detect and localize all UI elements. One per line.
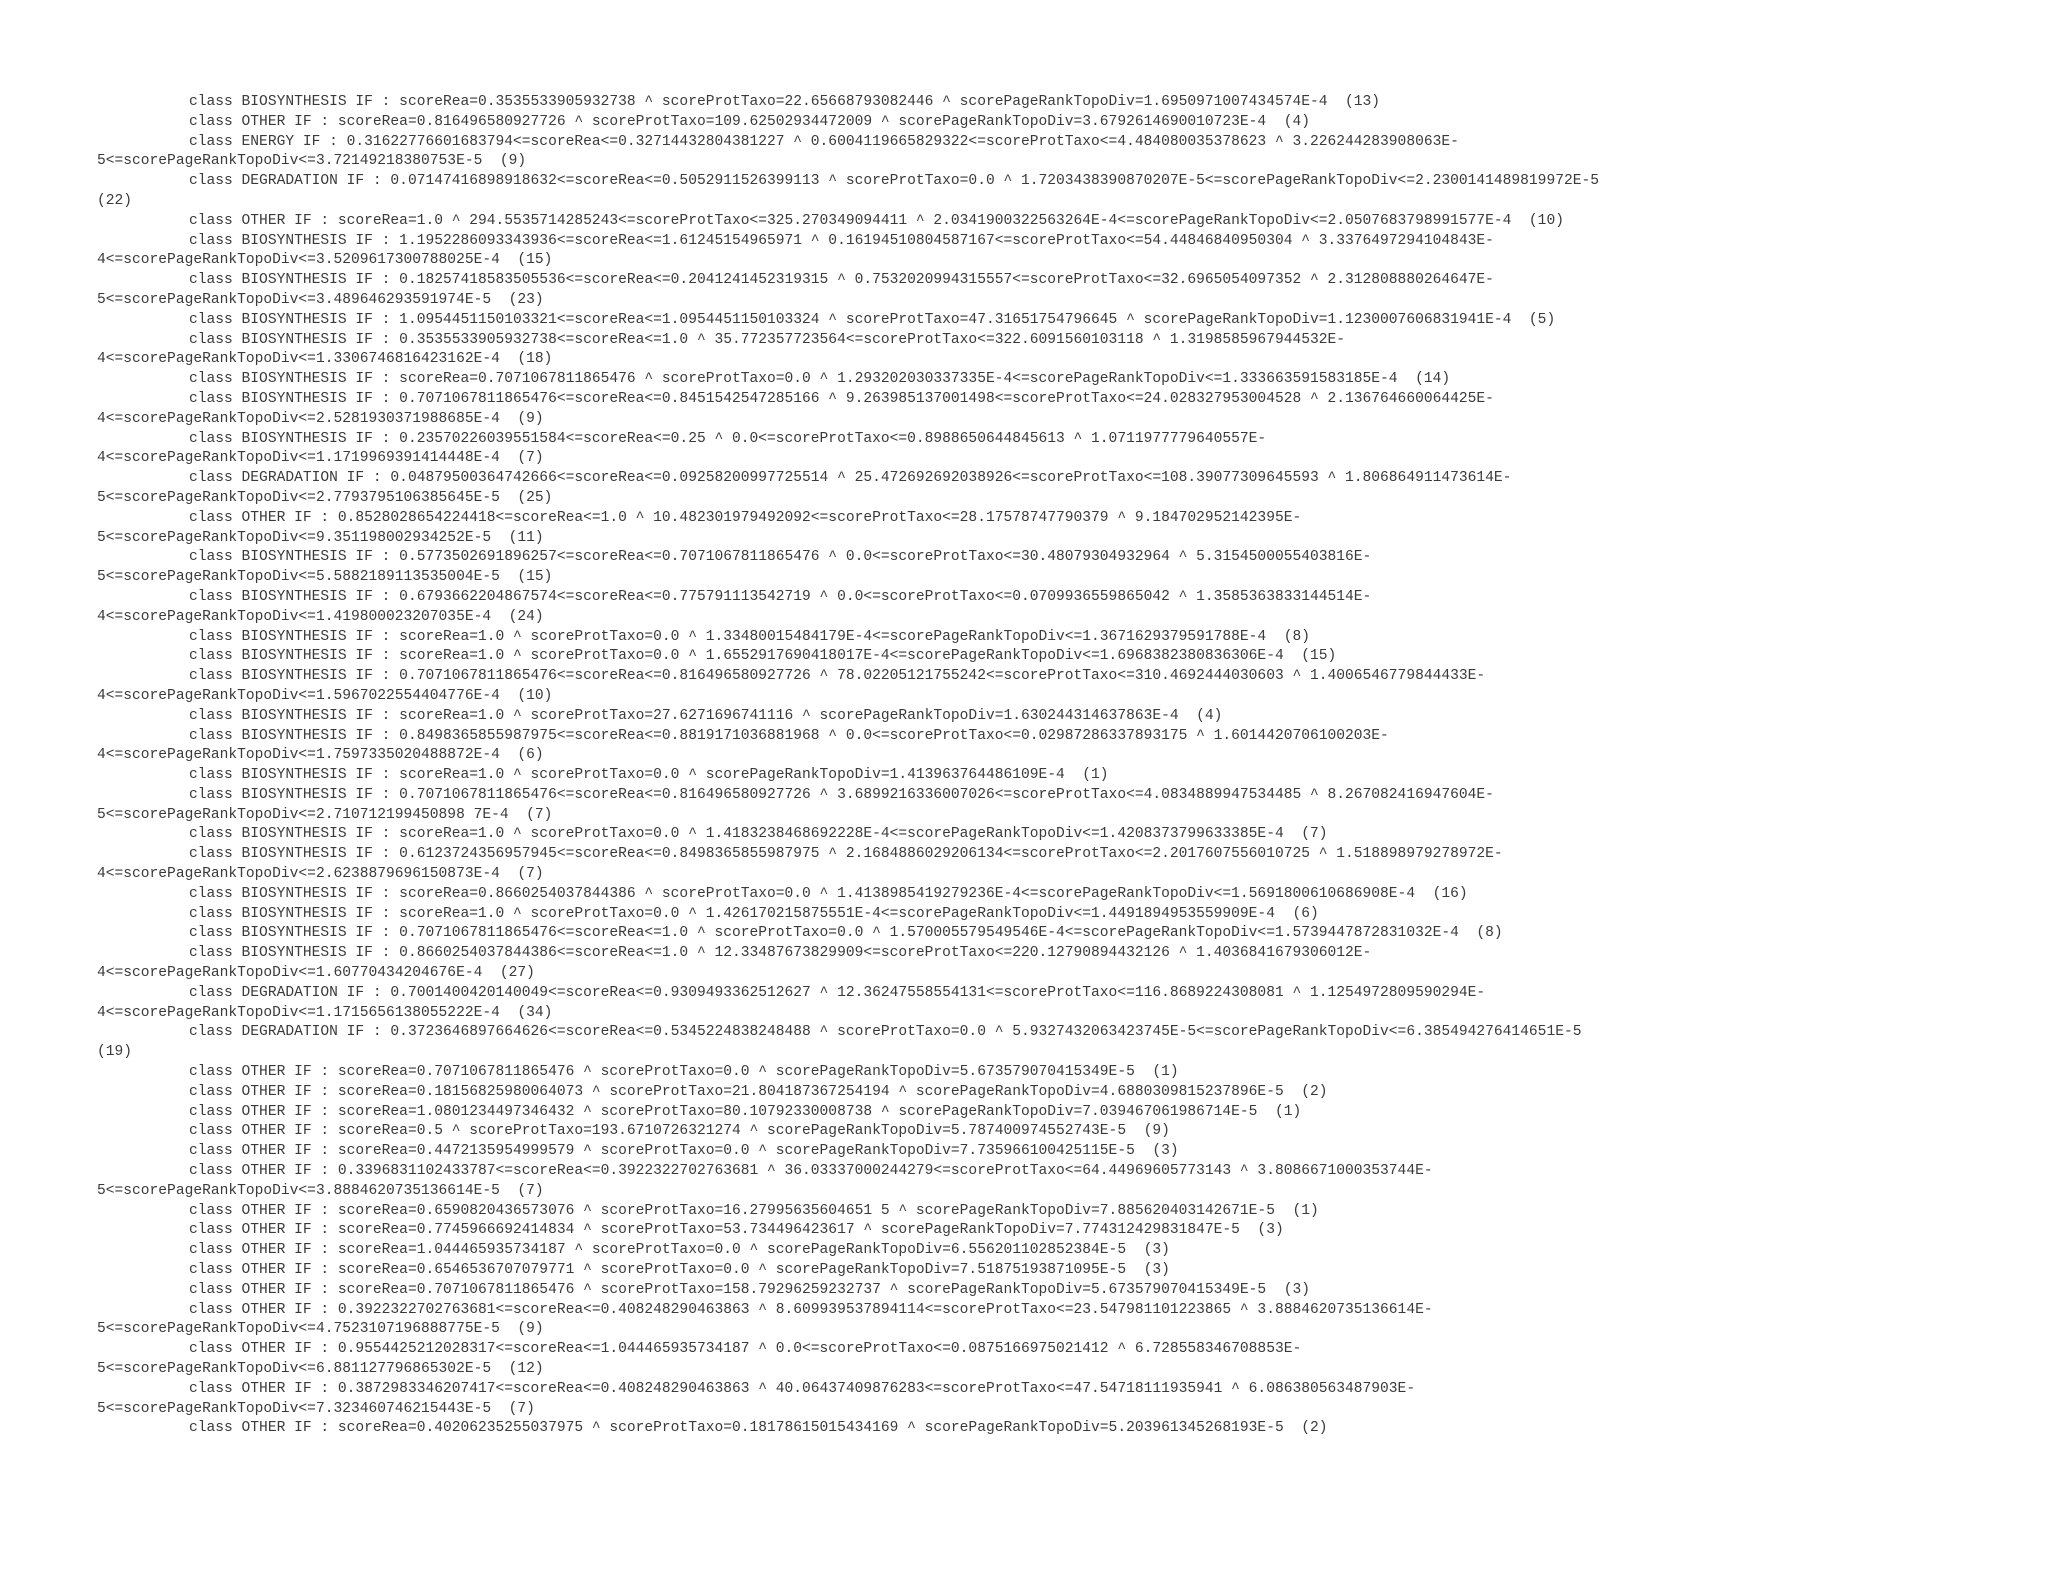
rule-line-continuation — [97, 1360, 1997, 1380]
rule-text: class BIOSYNTHESIS IF : 0.23570226039551584<=scoreRea<=0.25 ^ 0.0<=scoreProtTaxo<=0.8988650644845613 ^ 1.0711977779640557E- — [189, 430, 1267, 447]
rule-text: class BIOSYNTHESIS IF : 0.6793662204867574<=scoreRea<=0.775791113542719 ^ 0.0<=scoreProtTaxo<=0.0709936559865042 ^ 1.3585363833144514E- — [189, 588, 1372, 605]
rule-line — [97, 1202, 1997, 1222]
rule-text: 4<=scorePageRankTopoDiv<=2.6238879696150873E-4 (7) — [97, 866, 544, 883]
rule-line — [97, 667, 1997, 687]
rule-text: class OTHER IF : 0.3922322702763681<=scoreRea<=0.408248290463863 ^ 8.609939537894114<=scoreProtTaxo<=23.547981101223865 ^ 3.8884620735136614E- — [189, 1301, 1433, 1318]
rule-line — [97, 1261, 1997, 1281]
rule-text: 4<=scorePageRankTopoDiv<=1.5967022554404776E-4 (10) — [97, 687, 553, 704]
rule-line — [97, 331, 1997, 351]
rule-text: class BIOSYNTHESIS IF : 0.8498365855987975<=scoreRea<=0.8819171036881968 ^ 0.0<=scoreProtTaxo<=0.02987286337893175 ^ 1.6014420706100203E- — [189, 727, 1389, 744]
rule-text: 4<=scorePageRankTopoDiv<=1.1719969391414448E-4 (7) — [97, 450, 544, 467]
rule-line-continuation — [97, 806, 1997, 826]
rule-text: class BIOSYNTHESIS IF : 0.7071067811865476<=scoreRea<=0.816496580927726 ^ 78.02205121755242<=scoreProtTaxo<=310.4692444030603 ^ 1.4006546779844433E- — [189, 668, 1486, 685]
rule-line-continuation — [97, 1043, 1997, 1063]
rule-text: class BIOSYNTHESIS IF : 0.7071067811865476<=scoreRea<=1.0 ^ scoreProtTaxo=0.0 ^ 1.570005579549546E-4<=scorePageRankTopoDiv<=1.5739447872831032E-4 (8) — [189, 925, 1503, 942]
rule-text: class DEGRADATION IF : 0.3723646897664626<=scoreRea<=0.5345224838248488 ^ scoreProtTaxo=0.0 ^ 5.9327432063423745E-5<=scorePageRankTopoDiv<=6.385494276414651E-5 — [189, 1024, 1582, 1041]
rule-text: class OTHER IF : scoreRea=0.18156825980064073 ^ scoreProtTaxo=21.804187367254194 ^ scorePageRankTopoDiv=4.6880309815237896E-5 (2) — [189, 1083, 1328, 1100]
rule-text: class OTHER IF : scoreRea=0.6590820436573076 ^ scoreProtTaxo=16.27995635604651 5 ^ scorePageRankTopoDiv=7.885620403142671E-5 (1) — [189, 1202, 1319, 1219]
rule-line-continuation — [97, 350, 1997, 370]
rule-line — [97, 113, 1997, 133]
rule-text: 4<=scorePageRankTopoDiv<=1.1715656138055222E-4 (34) — [97, 1004, 553, 1021]
rule-text: 4<=scorePageRankTopoDiv<=3.5209617300788025E-4 (15) — [97, 252, 553, 269]
rule-line-continuation — [97, 1182, 1997, 1202]
rule-line — [97, 727, 1997, 747]
rule-line-continuation — [97, 865, 1997, 885]
rule-text: 5<=scorePageRankTopoDiv<=9.351198002934252E-5 (11) — [97, 529, 544, 546]
rule-line — [97, 628, 1997, 648]
rule-text: class OTHER IF : scoreRea=0.7071067811865476 ^ scoreProtTaxo=0.0 ^ scorePageRankTopoDiv=5.673579070415349E-5 (1) — [189, 1064, 1179, 1081]
rule-line — [97, 1419, 1997, 1439]
rule-text: class BIOSYNTHESIS IF : 0.3535533905932738<=scoreRea<=1.0 ^ 35.772357723564<=scoreProtTaxo<=322.6091560103118 ^ 1.3198585967944532E- — [189, 331, 1346, 348]
rule-line-continuation — [97, 1400, 1997, 1420]
rule-line-continuation — [97, 746, 1997, 766]
rule-line — [97, 1063, 1997, 1083]
rule-text: class BIOSYNTHESIS IF : 0.6123724356957945<=scoreRea<=0.8498365855987975 ^ 2.1684886029206134<=scoreProtTaxo<=2.2017607556010725 ^ 1.518898979278972E- — [189, 846, 1503, 863]
rule-line — [97, 93, 1997, 113]
rule-text: class OTHER IF : scoreRea=0.7745966692414834 ^ scoreProtTaxo=53.734496423617 ^ scorePageRankTopoDiv=7.774312429831847E-5 (3) — [189, 1222, 1284, 1239]
rule-line-continuation — [97, 410, 1997, 430]
rule-text: class OTHER IF : scoreRea=0.40206235255037975 ^ scoreProtTaxo=0.18178615015434169 ^ scorePageRankTopoDiv=5.203961345268193E-5 (2) — [189, 1420, 1328, 1437]
rule-line — [97, 1142, 1997, 1162]
rule-line — [97, 1241, 1997, 1261]
rule-line — [97, 905, 1997, 925]
rule-line — [97, 1281, 1997, 1301]
rule-text: 4<=scorePageRankTopoDiv<=1.7597335020488872E-4 (6) — [97, 747, 544, 764]
rule-line — [97, 1340, 1997, 1360]
rule-text: class DEGRADATION IF : 0.04879500364742666<=scoreRea<=0.09258200997725514 ^ 25.472692692038926<=scoreProtTaxo<=108.39077309645593 ^ 1.806864911473614E- — [189, 470, 1512, 487]
rule-text: class BIOSYNTHESIS IF : 0.7071067811865476<=scoreRea<=0.8451542547285166 ^ 9.263985137001498<=scoreProtTaxo<=24.028327953004528 ^ 2.136764660064425E- — [189, 390, 1494, 407]
rule-line-continuation — [97, 192, 1997, 212]
rule-line-continuation — [97, 687, 1997, 707]
rule-text: class BIOSYNTHESIS IF : 1.1952286093343936<=scoreRea<=1.61245154965971 ^ 0.16194510804587167<=scoreProtTaxo<=54.44846840950304 ^ 3.3376497294104843E- — [189, 232, 1494, 249]
rule-line — [97, 212, 1997, 232]
rule-text: class OTHER IF : scoreRea=1.0 ^ 294.5535714285243<=scoreProtTaxo<=325.270349094411 ^ 2.0341900322563264E-4<=scorePageRankTopoDiv<=2.0507683798991577E-4 (10) — [189, 212, 1564, 229]
rule-line — [97, 766, 1997, 786]
rule-line-continuation — [97, 152, 1997, 172]
rule-text: 5<=scorePageRankTopoDiv<=7.323460746215443E-5 (7) — [97, 1400, 535, 1417]
rule-text: class OTHER IF : scoreRea=0.5 ^ scoreProtTaxo=193.6710726321274 ^ scorePageRankTopoDiv=5.787400974552743E-5 (9) — [189, 1123, 1170, 1140]
rule-text: class OTHER IF : scoreRea=1.0801234497346432 ^ scoreProtTaxo=80.10792330008738 ^ scorePageRankTopoDiv=7.039467061986714E-5 (1) — [189, 1103, 1302, 1120]
rule-text: 5<=scorePageRankTopoDiv<=2.710712199450898 7E-4 (7) — [97, 806, 553, 823]
rule-text: 5<=scorePageRankTopoDiv<=3.8884620735136614E-5 (7) — [97, 1182, 544, 1199]
rule-line-continuation — [97, 964, 1997, 984]
rule-line — [97, 1083, 1997, 1103]
rule-line — [97, 133, 1997, 153]
rule-line-continuation — [97, 1004, 1997, 1024]
rule-line — [97, 845, 1997, 865]
rule-text: class OTHER IF : scoreRea=1.044465935734187 ^ scoreProtTaxo=0.0 ^ scorePageRankTopoDiv=6.556201102852384E-5 (3) — [189, 1242, 1170, 1259]
rule-line — [97, 944, 1997, 964]
rule-text: class BIOSYNTHESIS IF : 0.5773502691896257<=scoreRea<=0.7071067811865476 ^ 0.0<=scoreProtTaxo<=30.48079304932964 ^ 5.3154500055403816E- — [189, 549, 1372, 566]
rule-text: class BIOSYNTHESIS IF : scoreRea=1.0 ^ scoreProtTaxo=0.0 ^ 1.426170215875551E-4<=scorePageRankTopoDiv<=1.4491894953559909E-4 (6) — [189, 905, 1319, 922]
rule-line — [97, 1162, 1997, 1182]
rule-line — [97, 1122, 1997, 1142]
rule-text: class OTHER IF : scoreRea=0.816496580927726 ^ scoreProtTaxo=109.62502934472009 ^ scorePageRankTopoDiv=3.6792614690010723E-4 (4) — [189, 113, 1310, 130]
rule-text: class BIOSYNTHESIS IF : 0.7071067811865476<=scoreRea<=0.816496580927726 ^ 3.6899216336007026<=scoreProtTaxo<=4.0834889947534485 ^ 8.267082416947604E- — [189, 786, 1494, 803]
rule-line — [97, 1023, 1997, 1043]
rule-text: 4<=scorePageRankTopoDiv<=1.3306746816423162E-4 (18) — [97, 351, 553, 368]
rule-text: class BIOSYNTHESIS IF : 0.8660254037844386<=scoreRea<=1.0 ^ 12.33487673829909<=scoreProtTaxo<=220.12790894432126 ^ 1.4036841679306012E- — [189, 945, 1372, 962]
rule-line-continuation — [97, 251, 1997, 271]
rule-line — [97, 469, 1997, 489]
rule-text: class BIOSYNTHESIS IF : scoreRea=1.0 ^ scoreProtTaxo=0.0 ^ scorePageRankTopoDiv=1.413963764486109E-4 (1) — [189, 767, 1109, 784]
rule-text: 5<=scorePageRankTopoDiv<=2.7793795106385645E-5 (25) — [97, 489, 553, 506]
rule-line — [97, 1380, 1997, 1400]
rule-line — [97, 509, 1997, 529]
rule-text: class OTHER IF : 0.3396831102433787<=scoreRea<=0.3922322702763681 ^ 36.03337000244279<=scoreProtTaxo<=64.44969605773143 ^ 3.8086671000353744E- — [189, 1163, 1433, 1180]
rule-line — [97, 390, 1997, 410]
rule-line — [97, 232, 1997, 252]
rule-line — [97, 172, 1997, 192]
rule-line-continuation — [97, 529, 1997, 549]
rule-line — [97, 430, 1997, 450]
rule-line — [97, 588, 1997, 608]
rule-line — [97, 1103, 1997, 1123]
rule-line — [97, 984, 1997, 1004]
rule-line — [97, 370, 1997, 390]
rule-text: (22) — [97, 192, 133, 209]
rule-text: class OTHER IF : 0.3872983346207417<=scoreRea<=0.408248290463863 ^ 40.06437409876283<=scoreProtTaxo<=47.54718111935941 ^ 6.086380563487903E- — [189, 1380, 1416, 1397]
rule-text: 4<=scorePageRankTopoDiv<=1.60770434204676E-4 (27) — [97, 965, 535, 982]
rule-line-continuation — [97, 449, 1997, 469]
rule-line — [97, 1221, 1997, 1241]
rule-text: class OTHER IF : 0.8528028654224418<=scoreRea<=1.0 ^ 10.482301979492092<=scoreProtTaxo<=28.17578747790379 ^ 9.184702952142395E- — [189, 509, 1302, 526]
rule-text: 5<=scorePageRankTopoDiv<=4.7523107196888775E-5 (9) — [97, 1321, 544, 1338]
rule-text: class OTHER IF : scoreRea=0.6546536707079771 ^ scoreProtTaxo=0.0 ^ scorePageRankTopoDiv=7.51875193871095E-5 (3) — [189, 1262, 1170, 1279]
rule-text: 5<=scorePageRankTopoDiv<=3.489646293591974E-5 (23) — [97, 291, 544, 308]
rule-text: class OTHER IF : scoreRea=0.4472135954999579 ^ scoreProtTaxo=0.0 ^ scorePageRankTopoDiv=7.735966100425115E-5 (3) — [189, 1143, 1179, 1160]
rule-text: class BIOSYNTHESIS IF : scoreRea=0.3535533905932738 ^ scoreProtTaxo=22.65668793082446 ^ scorePageRankTopoDiv=1.6950971007434574E-4 (13) — [189, 94, 1381, 110]
rule-text: class OTHER IF : scoreRea=0.7071067811865476 ^ scoreProtTaxo=158.79296259232737 ^ scorePageRankTopoDiv=5.673579070415349E-5 (3) — [189, 1281, 1310, 1298]
rule-line — [97, 825, 1997, 845]
rule-text: class BIOSYNTHESIS IF : scoreRea=1.0 ^ scoreProtTaxo=0.0 ^ 1.6552917690418017E-4<=scorePageRankTopoDiv<=1.6968382380836306E-4 (15) — [189, 648, 1337, 665]
rule-line — [97, 786, 1997, 806]
rule-line — [97, 271, 1997, 291]
rule-text: class OTHER IF : 0.9554425212028317<=scoreRea<=1.044465935734187 ^ 0.0<=scoreProtTaxo<=0.0875166975021412 ^ 6.728558346708853E- — [189, 1341, 1302, 1358]
rule-text: 5<=scorePageRankTopoDiv<=3.72149218380753E-5 (9) — [97, 153, 527, 170]
rule-text: class DEGRADATION IF : 0.7001400420140049<=scoreRea<=0.9309493362512627 ^ 12.36247558554131<=scoreProtTaxo<=116.8689224308081 ^ 1.1254972809590294E- — [189, 984, 1486, 1001]
rule-text: class BIOSYNTHESIS IF : 0.18257418583505536<=scoreRea<=0.2041241452319315 ^ 0.7532020994315557<=scoreProtTaxo<=32.6965054097352 ^ 2.312808880264647E- — [189, 272, 1494, 289]
rule-text: class DEGRADATION IF : 0.07147416898918632<=scoreRea<=0.5052911526399113 ^ scoreProtTaxo=0.0 ^ 1.7203438390870207E-5<=scorePageRankTopoDiv<=2.2300141489819972E-5 — [189, 173, 1599, 190]
rule-line — [97, 311, 1997, 331]
rule-line-continuation — [97, 489, 1997, 509]
rule-list — [97, 93, 1997, 1439]
rule-text: class BIOSYNTHESIS IF : scoreRea=0.8660254037844386 ^ scoreProtTaxo=0.0 ^ 1.4138985419279236E-4<=scorePageRankTopoDiv<=1.5691800610686908E-4 (16) — [189, 885, 1468, 902]
rule-line-continuation — [97, 1320, 1997, 1340]
rule-text: class BIOSYNTHESIS IF : 1.0954451150103321<=scoreRea<=1.0954451150103324 ^ scoreProtTaxo=47.31651754796645 ^ scorePageRankTopoDiv=1.1230007606831941E-4 (5) — [189, 311, 1556, 328]
rule-text: class ENERGY IF : 0.31622776601683794<=scoreRea<=0.32714432804381227 ^ 0.6004119665829322<=scoreProtTaxo<=4.484080035378623 ^ 3.226244283908063E- — [189, 133, 1459, 150]
rule-line-continuation — [97, 608, 1997, 628]
rule-text: class BIOSYNTHESIS IF : scoreRea=1.0 ^ scoreProtTaxo=0.0 ^ 1.33480015484179E-4<=scorePageRankTopoDiv<=1.3671629379591788E-4 (8) — [189, 628, 1310, 645]
rule-line — [97, 707, 1997, 727]
rule-text: 4<=scorePageRankTopoDiv<=2.5281930371988685E-4 (9) — [97, 410, 544, 427]
rule-line-continuation — [97, 291, 1997, 311]
rule-line — [97, 548, 1997, 568]
rule-line — [97, 924, 1997, 944]
rule-line — [97, 885, 1997, 905]
rule-text: 5<=scorePageRankTopoDiv<=6.881127796865302E-5 (12) — [97, 1361, 544, 1377]
rule-text: (19) — [97, 1044, 133, 1061]
rule-line-continuation — [97, 568, 1997, 588]
rule-text: class BIOSYNTHESIS IF : scoreRea=1.0 ^ scoreProtTaxo=0.0 ^ 1.4183238468692228E-4<=scorePageRankTopoDiv<=1.4208373799633385E-4 (7) — [189, 826, 1328, 843]
rule-text: 4<=scorePageRankTopoDiv<=1.419800023207035E-4 (24) — [97, 608, 544, 625]
rule-text: 5<=scorePageRankTopoDiv<=5.5882189113535004E-5 (15) — [97, 569, 553, 586]
rule-line — [97, 647, 1997, 667]
rule-line — [97, 1301, 1997, 1321]
rule-text: class BIOSYNTHESIS IF : scoreRea=0.7071067811865476 ^ scoreProtTaxo=0.0 ^ 1.293202030337335E-4<=scorePageRankTopoDiv<=1.333663591583185E-4 (14) — [189, 371, 1451, 388]
rule-text: class BIOSYNTHESIS IF : scoreRea=1.0 ^ scoreProtTaxo=27.6271696741116 ^ scorePageRankTopoDiv=1.630244314637863E-4 (4) — [189, 707, 1223, 724]
